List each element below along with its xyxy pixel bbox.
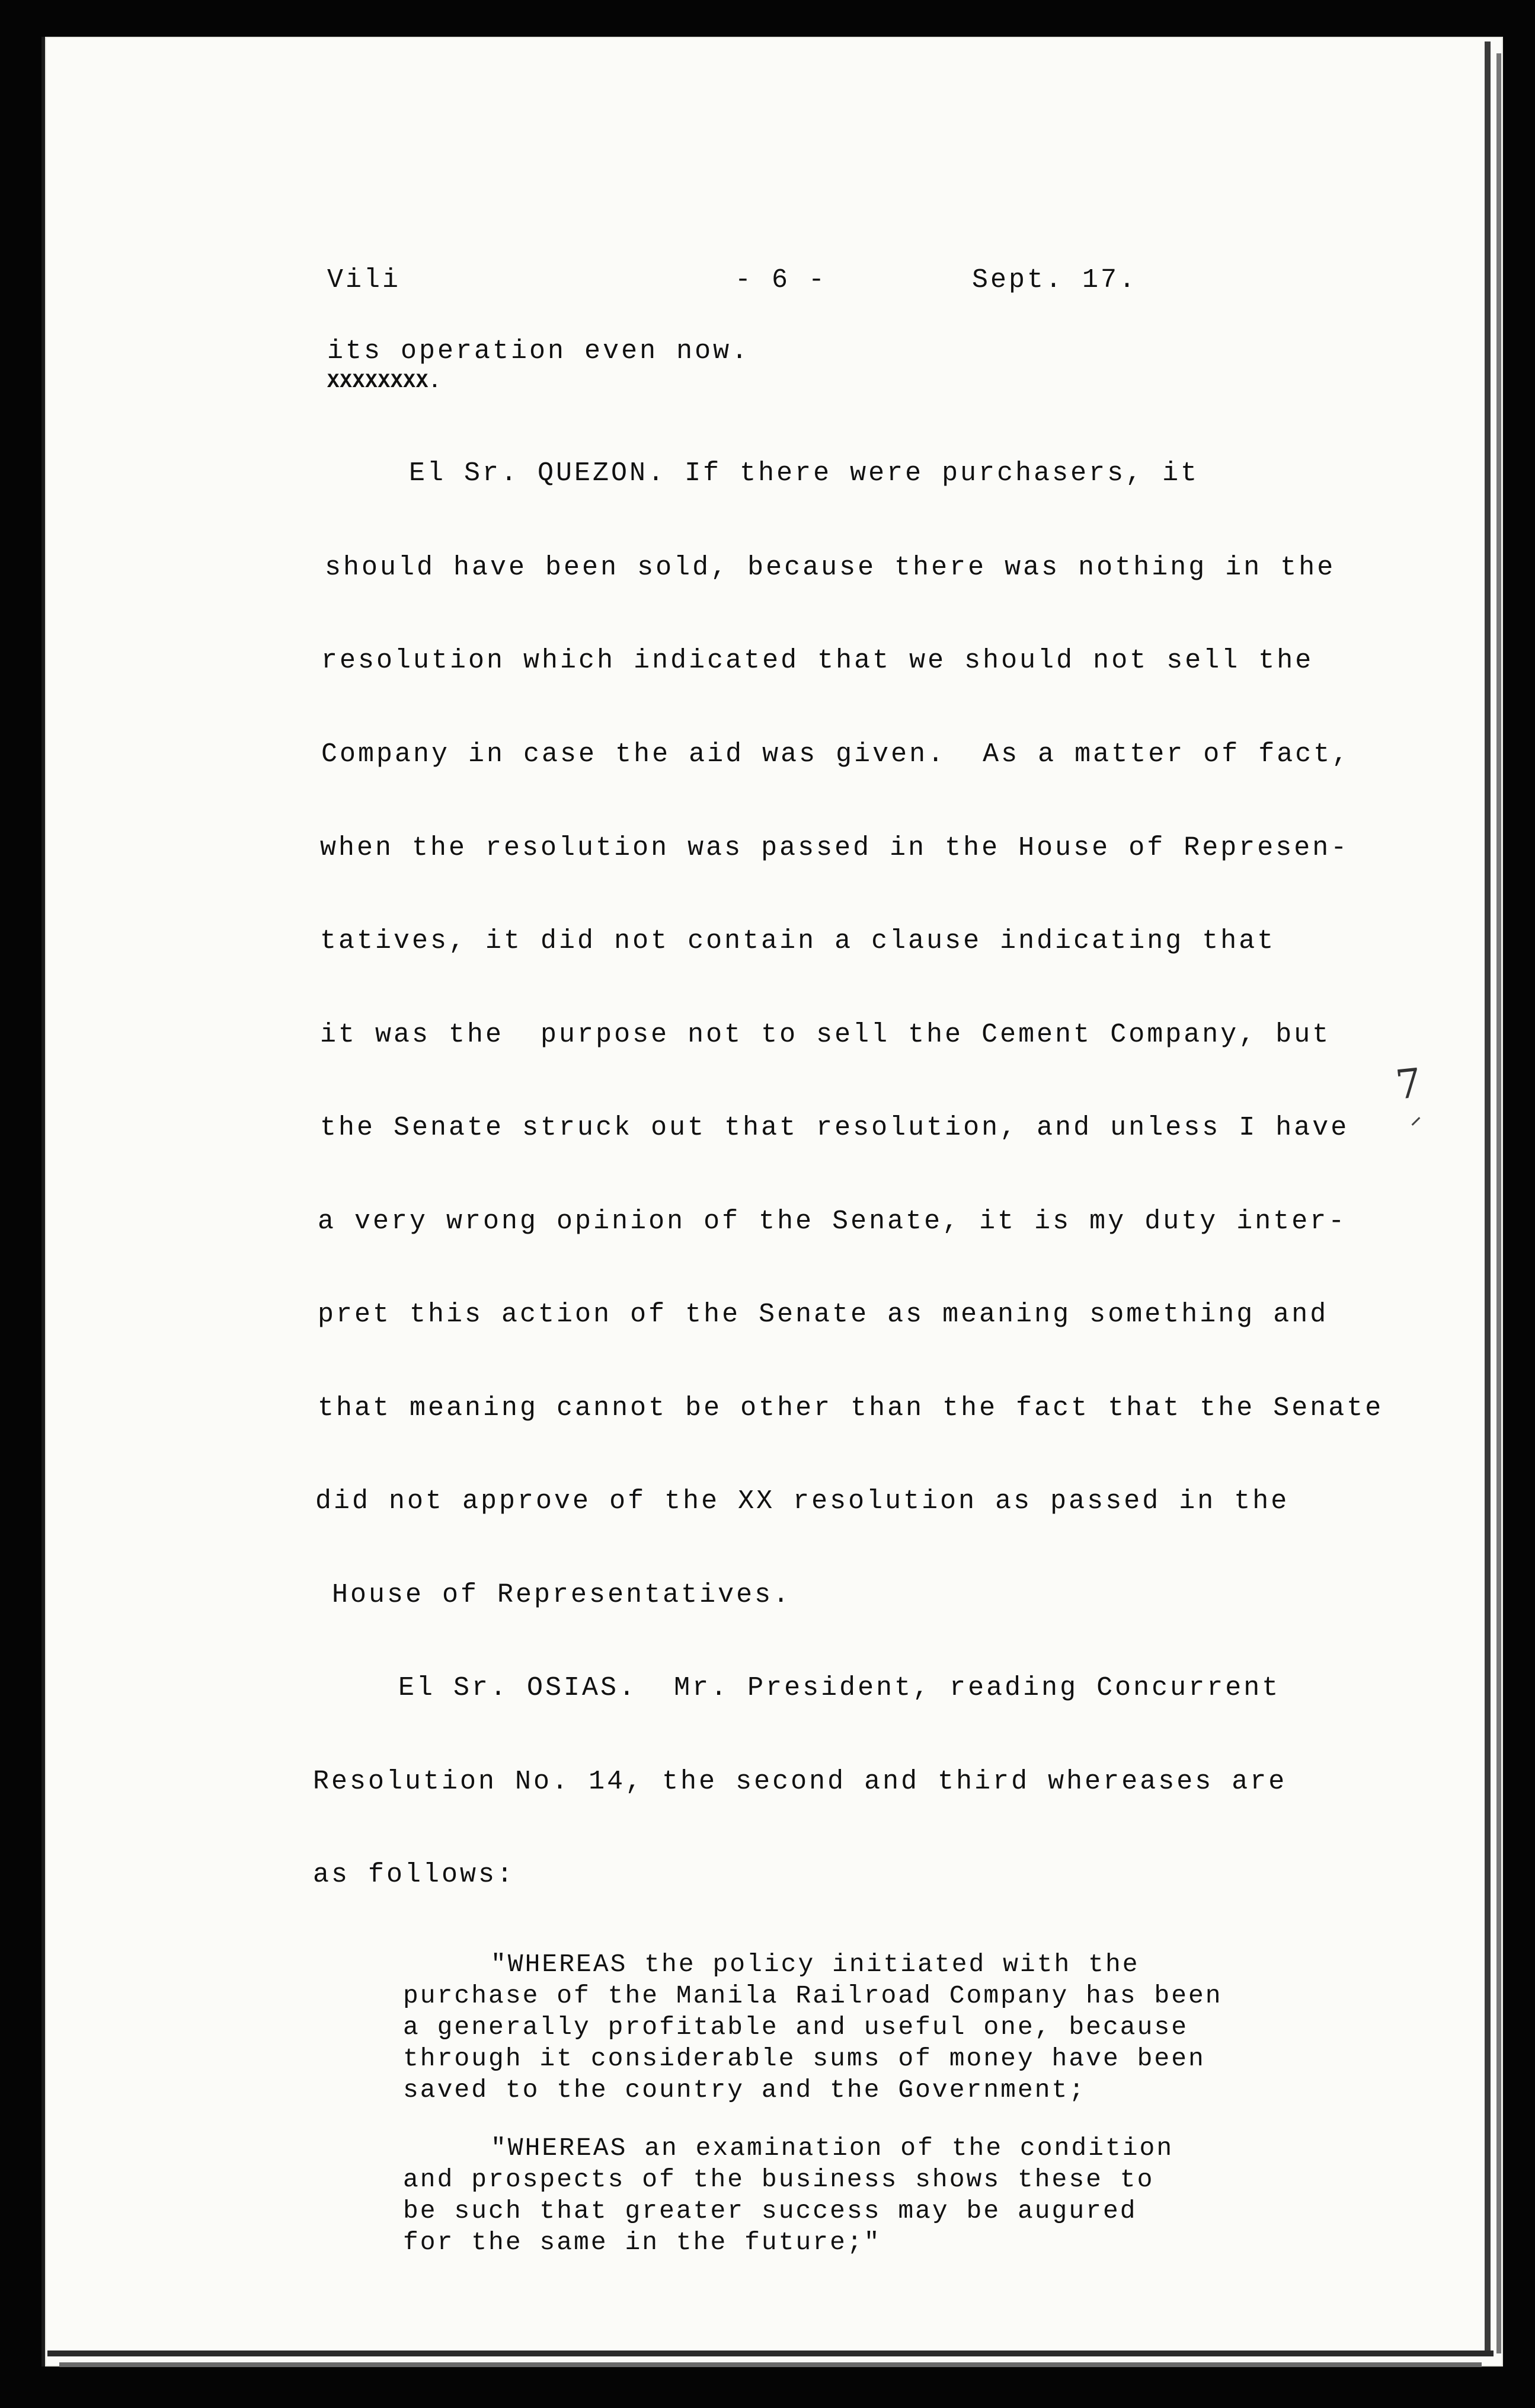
page-edge-right-shadow [1496, 53, 1501, 2353]
header-speaker-code: Vili [327, 265, 401, 295]
quote-line: for the same in the future;" [403, 2228, 881, 2257]
body-line: as follows: [313, 1860, 516, 1890]
page-edge-bottom [47, 2350, 1494, 2356]
quote-line: be such that greater success may be augured [403, 2196, 1137, 2225]
body-line: House of Representatives. [332, 1580, 792, 1610]
body-line: pret this action of the Senate as meaning something and [318, 1299, 1329, 1330]
body-line: El Sr. QUEZON. If there were purchasers, it [409, 458, 1200, 488]
body-line: did not approve of the XX resolution as passed in the [315, 1486, 1290, 1516]
body-line: that meaning cannot be other than the fact that the Senate [318, 1393, 1384, 1423]
quote-line: through it considerable sums of money have been [403, 2044, 1205, 2073]
page-edge-bottom-shadow [59, 2362, 1482, 2367]
body-line: it was the purpose not to sell the Cement Company, but [320, 1020, 1331, 1050]
handwritten-margin-note: 7 [1393, 1059, 1424, 1110]
header-date: Sept. 17. [972, 265, 1138, 295]
body-line: a very wrong opinion of the Senate, it is my duty inter- [318, 1206, 1347, 1237]
body-line: tatives, it did not contain a clause indicating that [320, 926, 1276, 956]
page-edge-right [1485, 41, 1491, 2353]
body-line: resolution which indicated that we should not sell the [321, 646, 1314, 676]
quote-line: saved to the country and the Government; [403, 2075, 1086, 2104]
body-line: Company in case the aid was given. As a matter of fact, [321, 739, 1351, 769]
quote-line: and prospects of the business shows these to [403, 2165, 1155, 2194]
body-line: Resolution No. 14, the second and third whereases are [313, 1767, 1287, 1797]
body-line: El Sr. OSIAS. Mr. President, reading Concurrent [398, 1673, 1281, 1703]
body-line: its operation even now. [327, 336, 750, 366]
page-number: - 6 - [735, 265, 827, 295]
quote-line: purchase of the Manila Railroad Company has been [403, 1981, 1223, 2010]
body-line: when the resolution was passed in the House of Represen- [320, 833, 1349, 863]
body-line: should have been sold, because there was nothing in the [325, 553, 1336, 583]
quote-line: "WHEREAS the policy initiated with the [491, 1950, 1140, 1979]
quote-line: "WHEREAS an examination of the condition [491, 2134, 1174, 2163]
body-line: the Senate struck out that resolution, and unless I have [320, 1113, 1349, 1143]
quote-line: a generally profitable and useful one, because [403, 2013, 1188, 2042]
struck-text: XXXXXXXX. [327, 371, 442, 394]
